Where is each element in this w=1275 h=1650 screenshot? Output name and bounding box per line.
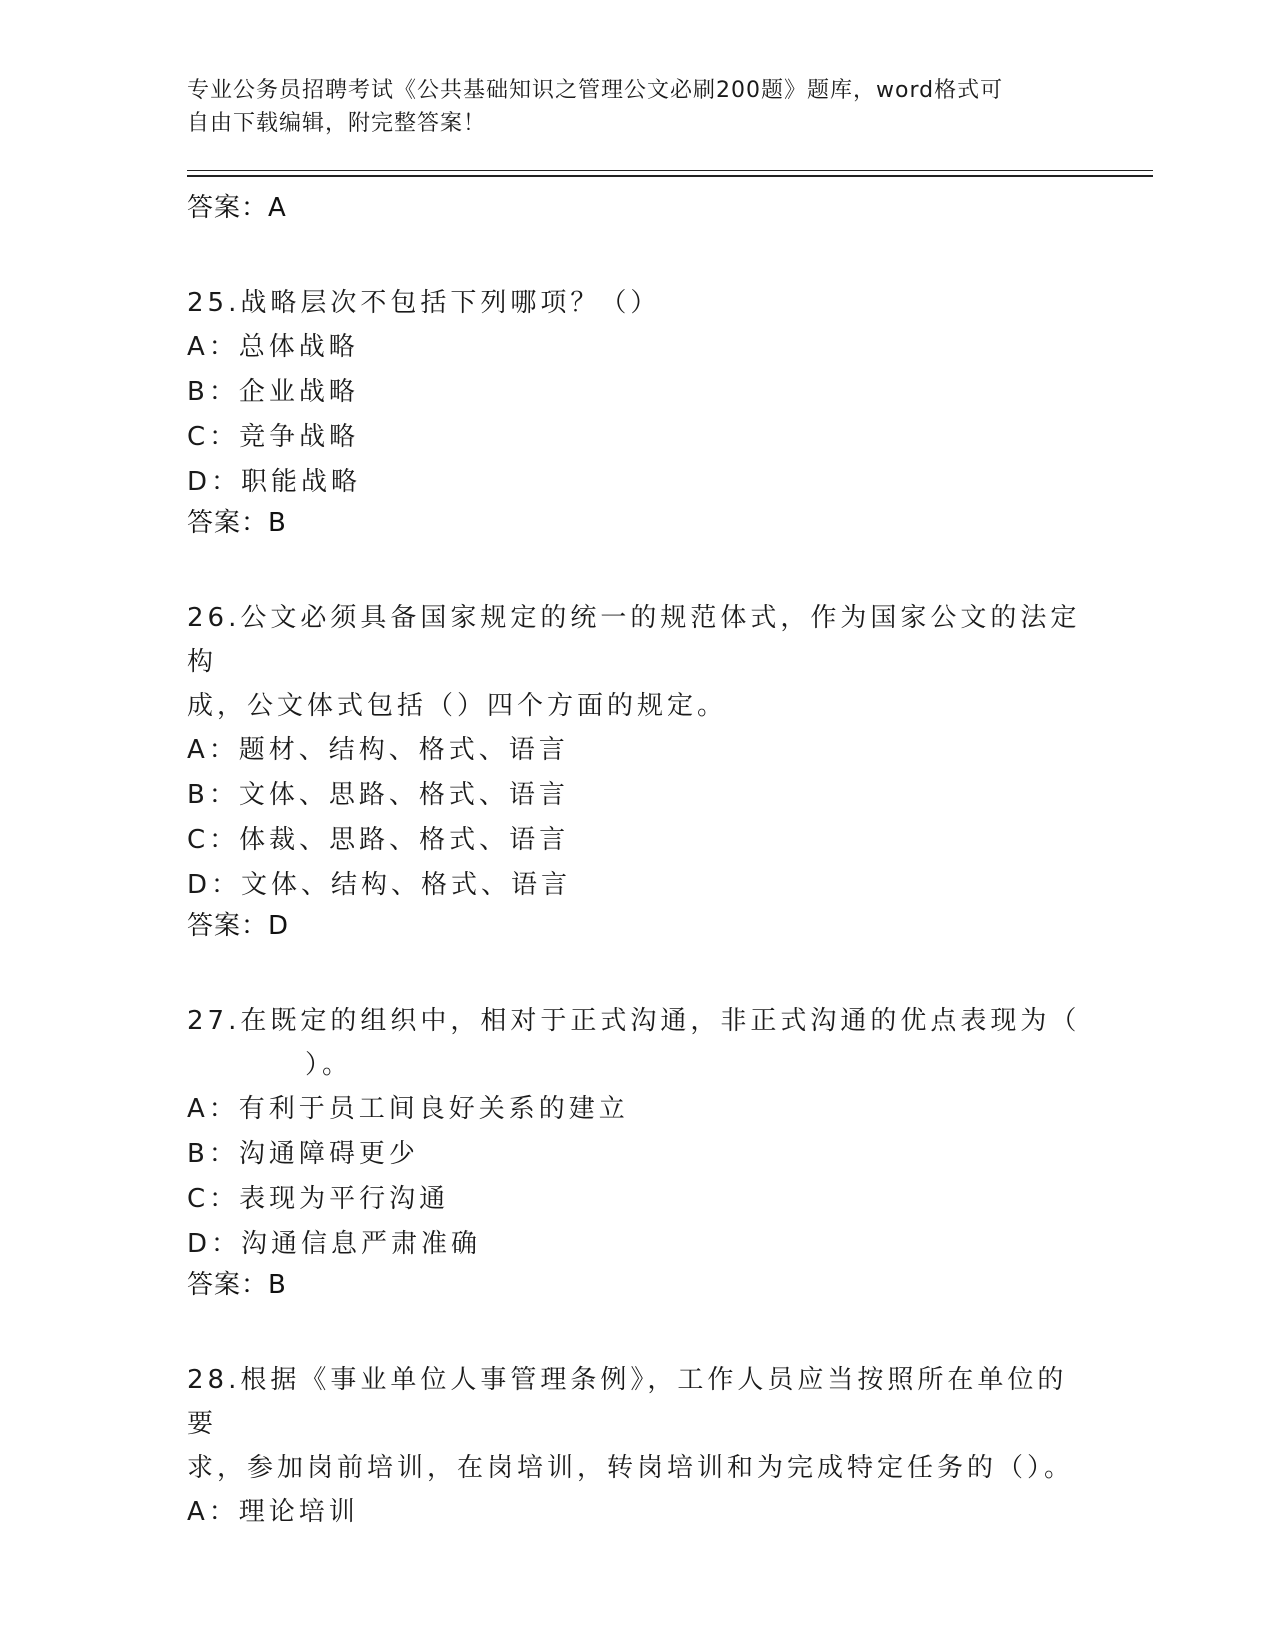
option-d: D：职能战略	[187, 467, 362, 497]
option-c: C：表现为平行沟通	[187, 1184, 450, 1214]
question-text-line-2: 成，公文体式包括（）四个方面的规定。	[187, 691, 728, 721]
option-a: A：理论培训	[187, 1497, 359, 1527]
question-list	[187, 190, 1087, 1535]
header-divider-thick	[187, 175, 1153, 177]
question-block	[187, 999, 1087, 1303]
question-text-line-2: ）。	[305, 1050, 353, 1080]
option-d: D：沟通信息严肃准确	[187, 1229, 482, 1259]
option-a: A：题材、结构、格式、语言	[187, 735, 569, 765]
answer-line: 答案：D	[187, 911, 290, 941]
option-b: B：企业战略	[187, 377, 359, 407]
option-a: A：总体战略	[187, 332, 359, 362]
option-a: A：有利于员工间良好关系的建立	[187, 1094, 629, 1124]
header-line-2: 自由下载编辑，附完整答案！	[187, 111, 487, 136]
question-text-line-1: 26.公文必须具备国家规定的统一的规范体式，作为国家公文的法定构	[187, 603, 1081, 677]
question-block	[187, 281, 1087, 541]
answer-line: 答案：B	[187, 508, 287, 538]
option-c: C：竞争战略	[187, 422, 360, 452]
question-block	[187, 1358, 1087, 1535]
document-header	[187, 74, 1067, 140]
option-c: C：体裁、思路、格式、语言	[187, 825, 570, 855]
question-text-line-1: 28.根据《事业单位人事管理条例》，工作人员应当按照所在单位的要	[187, 1365, 1068, 1439]
option-b: B：文体、思路、格式、语言	[187, 780, 569, 810]
question-text-line-1: 27.在既定的组织中，相对于正式沟通，非正式沟通的优点表现为（	[187, 1006, 1081, 1036]
header-line-1: 专业公务员招聘考试《公共基础知识之管理公文必刷200题》题库，word格式可	[187, 78, 1004, 103]
header-divider-thin	[187, 170, 1153, 171]
answer-line: 答案：B	[187, 1270, 287, 1300]
question-block	[187, 596, 1087, 944]
previous-answer: 答案：A	[187, 193, 287, 223]
option-b: B：沟通障碍更少	[187, 1139, 419, 1169]
question-text: 25.战略层次不包括下列哪项？（）	[187, 288, 661, 318]
question-text-line-2: 求，参加岗前培训，在岗培训，转岗培训和为完成特定任务的（）。	[187, 1453, 1075, 1483]
option-d: D：文体、结构、格式、语言	[187, 870, 572, 900]
